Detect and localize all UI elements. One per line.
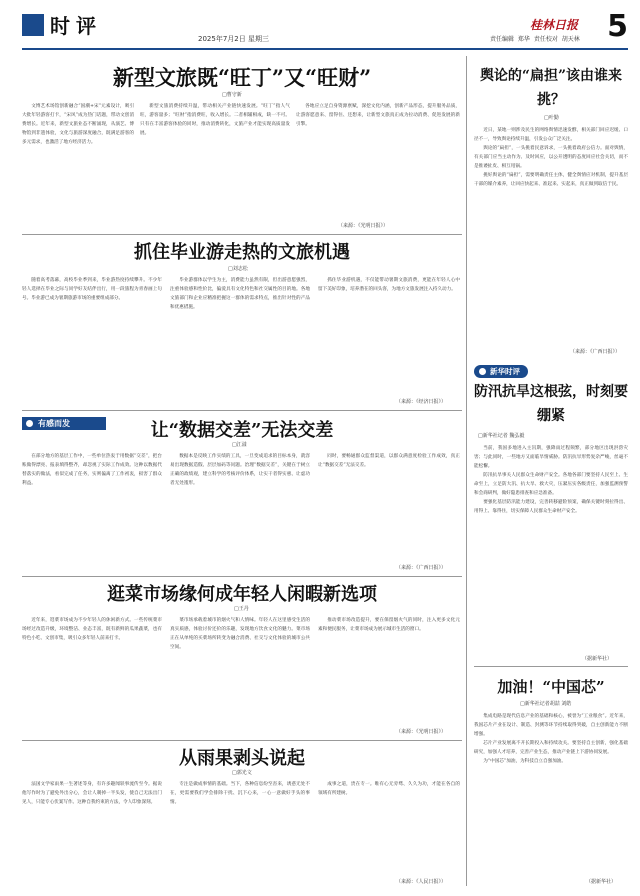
paper-name: 桂林日报 [530, 18, 579, 32]
article-paragraph: 舆论的“扁担”，一头挑着民意诉求，一头挑着政府公信力。面对舆情，有关部门应当主动作为、及时回应，以公开透明的态度回应社会关切，而不是推诿扯皮、相互甩锅。 [474, 146, 628, 169]
article-byline: □王丹 [234, 606, 249, 612]
article-paragraph: 专注是做成事情的基础。当下，各种信息纷至沓来，诱惑无处不在，更需要我们学会排除干扰、沉下心来，一心一意做好手头的事情。 [170, 782, 310, 805]
article-title: 抓住毕业游走热的文旅机遇 [134, 242, 350, 263]
article-divider [22, 234, 462, 235]
article-paragraph: 当前，我国多地进入主汛期，强降雨过程频繁，部分地区出现洪涝灾害；与此同时，一些地方又面临旱情威胁。防汛抗旱形势复杂严峻，丝毫不能松懈。 [474, 446, 628, 469]
section-title: 时评 [50, 14, 102, 38]
article-source: （据新华社） [586, 879, 617, 885]
article-byline: □江溢 [232, 442, 247, 448]
article-column [318, 452, 460, 562]
article-byline: □新华社记者胡喆 刘皓 [520, 701, 572, 707]
article-byline: □刘志松 [228, 266, 248, 272]
article-title: 逛菜市场缘何成年轻人闲暇新选项 [107, 584, 377, 605]
article-paragraph: 随着高考落幕，高校毕业季到来，毕业游热度持续攀升。不少年轻人选择在毕业之际与同学好友结伴出行，用一段旅程为青春画上句号。毕业游已成为暑期旅游市场的重要组成部分。 [22, 278, 162, 301]
article-column [170, 780, 310, 888]
article-column [318, 780, 460, 876]
article-column [22, 780, 162, 888]
article-column [170, 452, 310, 570]
article-title: 新型文旅既“旺丁”又“旺财” [112, 65, 372, 90]
article-paragraph: 近日，某地一则涉及民生的网络舆情迅速发酵，相关部门回应迟缓、口径不一，导致舆论持续升温，引发公众广泛关注。 [474, 128, 628, 142]
sidebar-article-title: 防汛抗旱这根弦，时刻要绷紧 [474, 384, 628, 424]
article-paragraph: 为“中国芯”加油，为科技自立自强加油。 [483, 759, 566, 764]
article-column [170, 616, 310, 734]
article-paragraph: 推动菜市场改造提升，要在保留烟火气的同时，注入更多文化元素和便民服务，让菜市场成为展示城市生活的窗口。 [318, 618, 460, 632]
page-header [22, 10, 628, 48]
article-title: 从雨果剥头说起 [179, 748, 305, 769]
issue-date: 2025年7月2日 星期三 [198, 35, 269, 43]
article-column [170, 276, 310, 404]
article-column [318, 276, 460, 396]
article-paragraph: 集成电路是现代信息产业的基础和核心，被誉为“工业粮食”。近年来，我国芯片产业在设计、制造、封测等环节持续取得突破，自主创新能力不断增强。 [474, 714, 628, 737]
article-paragraph: 成事之道，贵在专一。唯有心无旁骛、久久为功，才能在各自的领域有所建树。 [318, 782, 460, 796]
article-paragraph: 防汛抗旱事关人民群众生命财产安全。各地各部门要坚持人民至上、生命至上，立足防大汛、抗大旱、救大灾，压紧压实各级责任，加强监测预警和会商研判，做好隐患排查和应急准备。 [474, 473, 628, 496]
editors-line: 责任编辑 郑华 责任校对 胡天林 [490, 36, 580, 43]
article-title: 让“数据交差”无法交差 [150, 420, 334, 441]
article-column [22, 102, 134, 230]
article-source: （来源：《光明日报》） [338, 223, 389, 229]
article-paragraph: 要强化基层防汛能力建设，完善转移避险预案，确保关键时刻拉得出、用得上、靠得住，切实保障人民群众生命财产安全。 [474, 500, 628, 514]
column-tag [474, 365, 528, 378]
article-paragraph: 数据本是反映工作实绩的工具，一旦变成追求的目标本身，就容易出现数据造假、层层加码等问题。治理“数据交差”，关键在于树立正确的政绩观，建立科学的考核评价体系，让实干者得实惠、让虚功者无处遁形。 [170, 454, 310, 486]
article-paragraph: 在部分地方的基层工作中，一些单位热衷于用数据“交差”，把台账做得漂亮、报表填得整齐，却忽视了实际工作成效。这种以数据代替落实的做法，看似完成了任务，实则偏离了工作初衷，损害了群众利益。 [22, 454, 162, 486]
article-column [22, 452, 162, 570]
article-paragraph: 各地应立足自身资源禀赋，深挖文化内涵，创新产品形态，提升服务品质，让游客愿意来、留得住、还想来，让新型文旅真正成为拉动消费、促进发展的新引擎。 [296, 104, 460, 127]
sidebar-divider [466, 56, 467, 886]
article-column [474, 126, 628, 336]
page-number: 5 [607, 9, 628, 44]
article-paragraph: 法国文学家雨果一生著述等身，有许多趣闻轶事流传至今。据说他写作时为了避免外出分心，会让人剃掉一半头发，使自己无法出门见人，只能专心伏案写作。这种自我约束的方法，令人印象深刻。 [22, 782, 162, 805]
article-source: （来源：《经济日报》） [396, 399, 447, 405]
article-paragraph: 近年来，逛菜市场成为不少年轻人的休闲新方式。一些传统菜市场经过改造升级，环境整洁、业态丰富，既有新鲜的瓜果蔬菜，也有特色小吃、文创市集，吸引众多年轻人前来打卡。 [22, 618, 162, 641]
article-divider [22, 576, 462, 577]
article-byline: □叶勤 [544, 115, 559, 121]
article-divider [22, 740, 462, 741]
article-column [22, 276, 162, 404]
article-byline: □郭光文 [232, 770, 252, 776]
article-source: （据新华社） [582, 656, 613, 662]
article-source: （来源：《广西日报》） [570, 349, 621, 355]
article-source: （来源：《光明日报》） [396, 729, 447, 735]
article-paragraph: 菜市场承载着城市的烟火气和人情味。年轻人在这里感受生活的真实质感，体验讨价还价的乐趣，发现地方饮食文化的魅力。菜市场正在从单纯的买菜场所转变为融合消费、社交与文化体验的城市公共空间。 [170, 618, 310, 650]
article-paragraph: 文博艺术场馆创新融合“国潮+宋”元素设计，吸引大批年轻游客打卡，“宋风”成为热门话题，带动文创消费增长。近年来，新型文旅业态不断涌现，从演艺、博物馆到非遗体验，文化与旅游深度融合，既满足游客的多元需求，也激活了地方经济活力。 [22, 104, 134, 145]
column-tag-label: 有感而发 [38, 419, 70, 428]
column-tag-label: 新华时评 [490, 367, 520, 376]
article-byline: □新华社记者 魏弘毅 [478, 433, 525, 439]
article-source: （来源：《广西日报》） [396, 565, 447, 571]
sidebar-article-title: 加油！“中国芯” [497, 678, 605, 696]
article-divider [474, 666, 628, 667]
article-column [140, 102, 290, 230]
article-divider [22, 410, 462, 411]
bullet-icon [479, 368, 486, 375]
article-column [318, 616, 460, 726]
article-paragraph: 毕业游群体以学生为主，消费能力虽然有限，但出游意愿强烈，注重体验感和性价比，偏爱具有文化特色和社交属性的目的地。各地文旅部门和企业应精准把握这一群体的需求特点，推出针对性的产品和优惠措施。 [170, 278, 310, 310]
article-column [474, 712, 628, 876]
article-paragraph: 新型文旅消费持续升温，带动相关产业链快速发展。“旺丁”指人气旺，游客量多；“旺财”指消费旺，收入增长。二者相辅相成，缺一不可。只有在丰富游客体验的同时，推动消费转化，文旅产业才能实现高质量发展。 [140, 104, 290, 136]
article-column [22, 616, 162, 734]
section-icon [22, 14, 44, 36]
article-column [474, 444, 628, 654]
article-paragraph: 挑好舆论的“扁担”，需要明确责任主体，健全舆情应对机制，提升基层干部的媒介素养，让回应快起来、准起来、实起来，真正做到取信于民。 [474, 173, 628, 187]
article-source: （来源：《人民日报》） [396, 879, 447, 885]
article-paragraph: 抓住毕业游机遇，不仅能带动暑期文旅消费，更能在年轻人心中留下美好印象，培养潜在的回头客，为地方文旅发展注入持久动力。 [318, 278, 460, 292]
article-paragraph: 芯片产业发展离不开长期投入和持续攻关。要坚持自主创新，强化基础研究，加强人才培养，完善产业生态，推动产业链上下游协同发展。 [474, 741, 628, 755]
article-paragraph: 同时，要畅通群众监督渠道，以群众满意度检验工作成效，真正让“数据交差”无法交差。 [318, 454, 460, 468]
header-rule [22, 48, 628, 50]
article-byline: □曹守新 [222, 92, 242, 98]
article-column [296, 102, 460, 222]
sidebar-article-title: 舆论的“扁担”该由谁来挑？ [479, 68, 623, 108]
